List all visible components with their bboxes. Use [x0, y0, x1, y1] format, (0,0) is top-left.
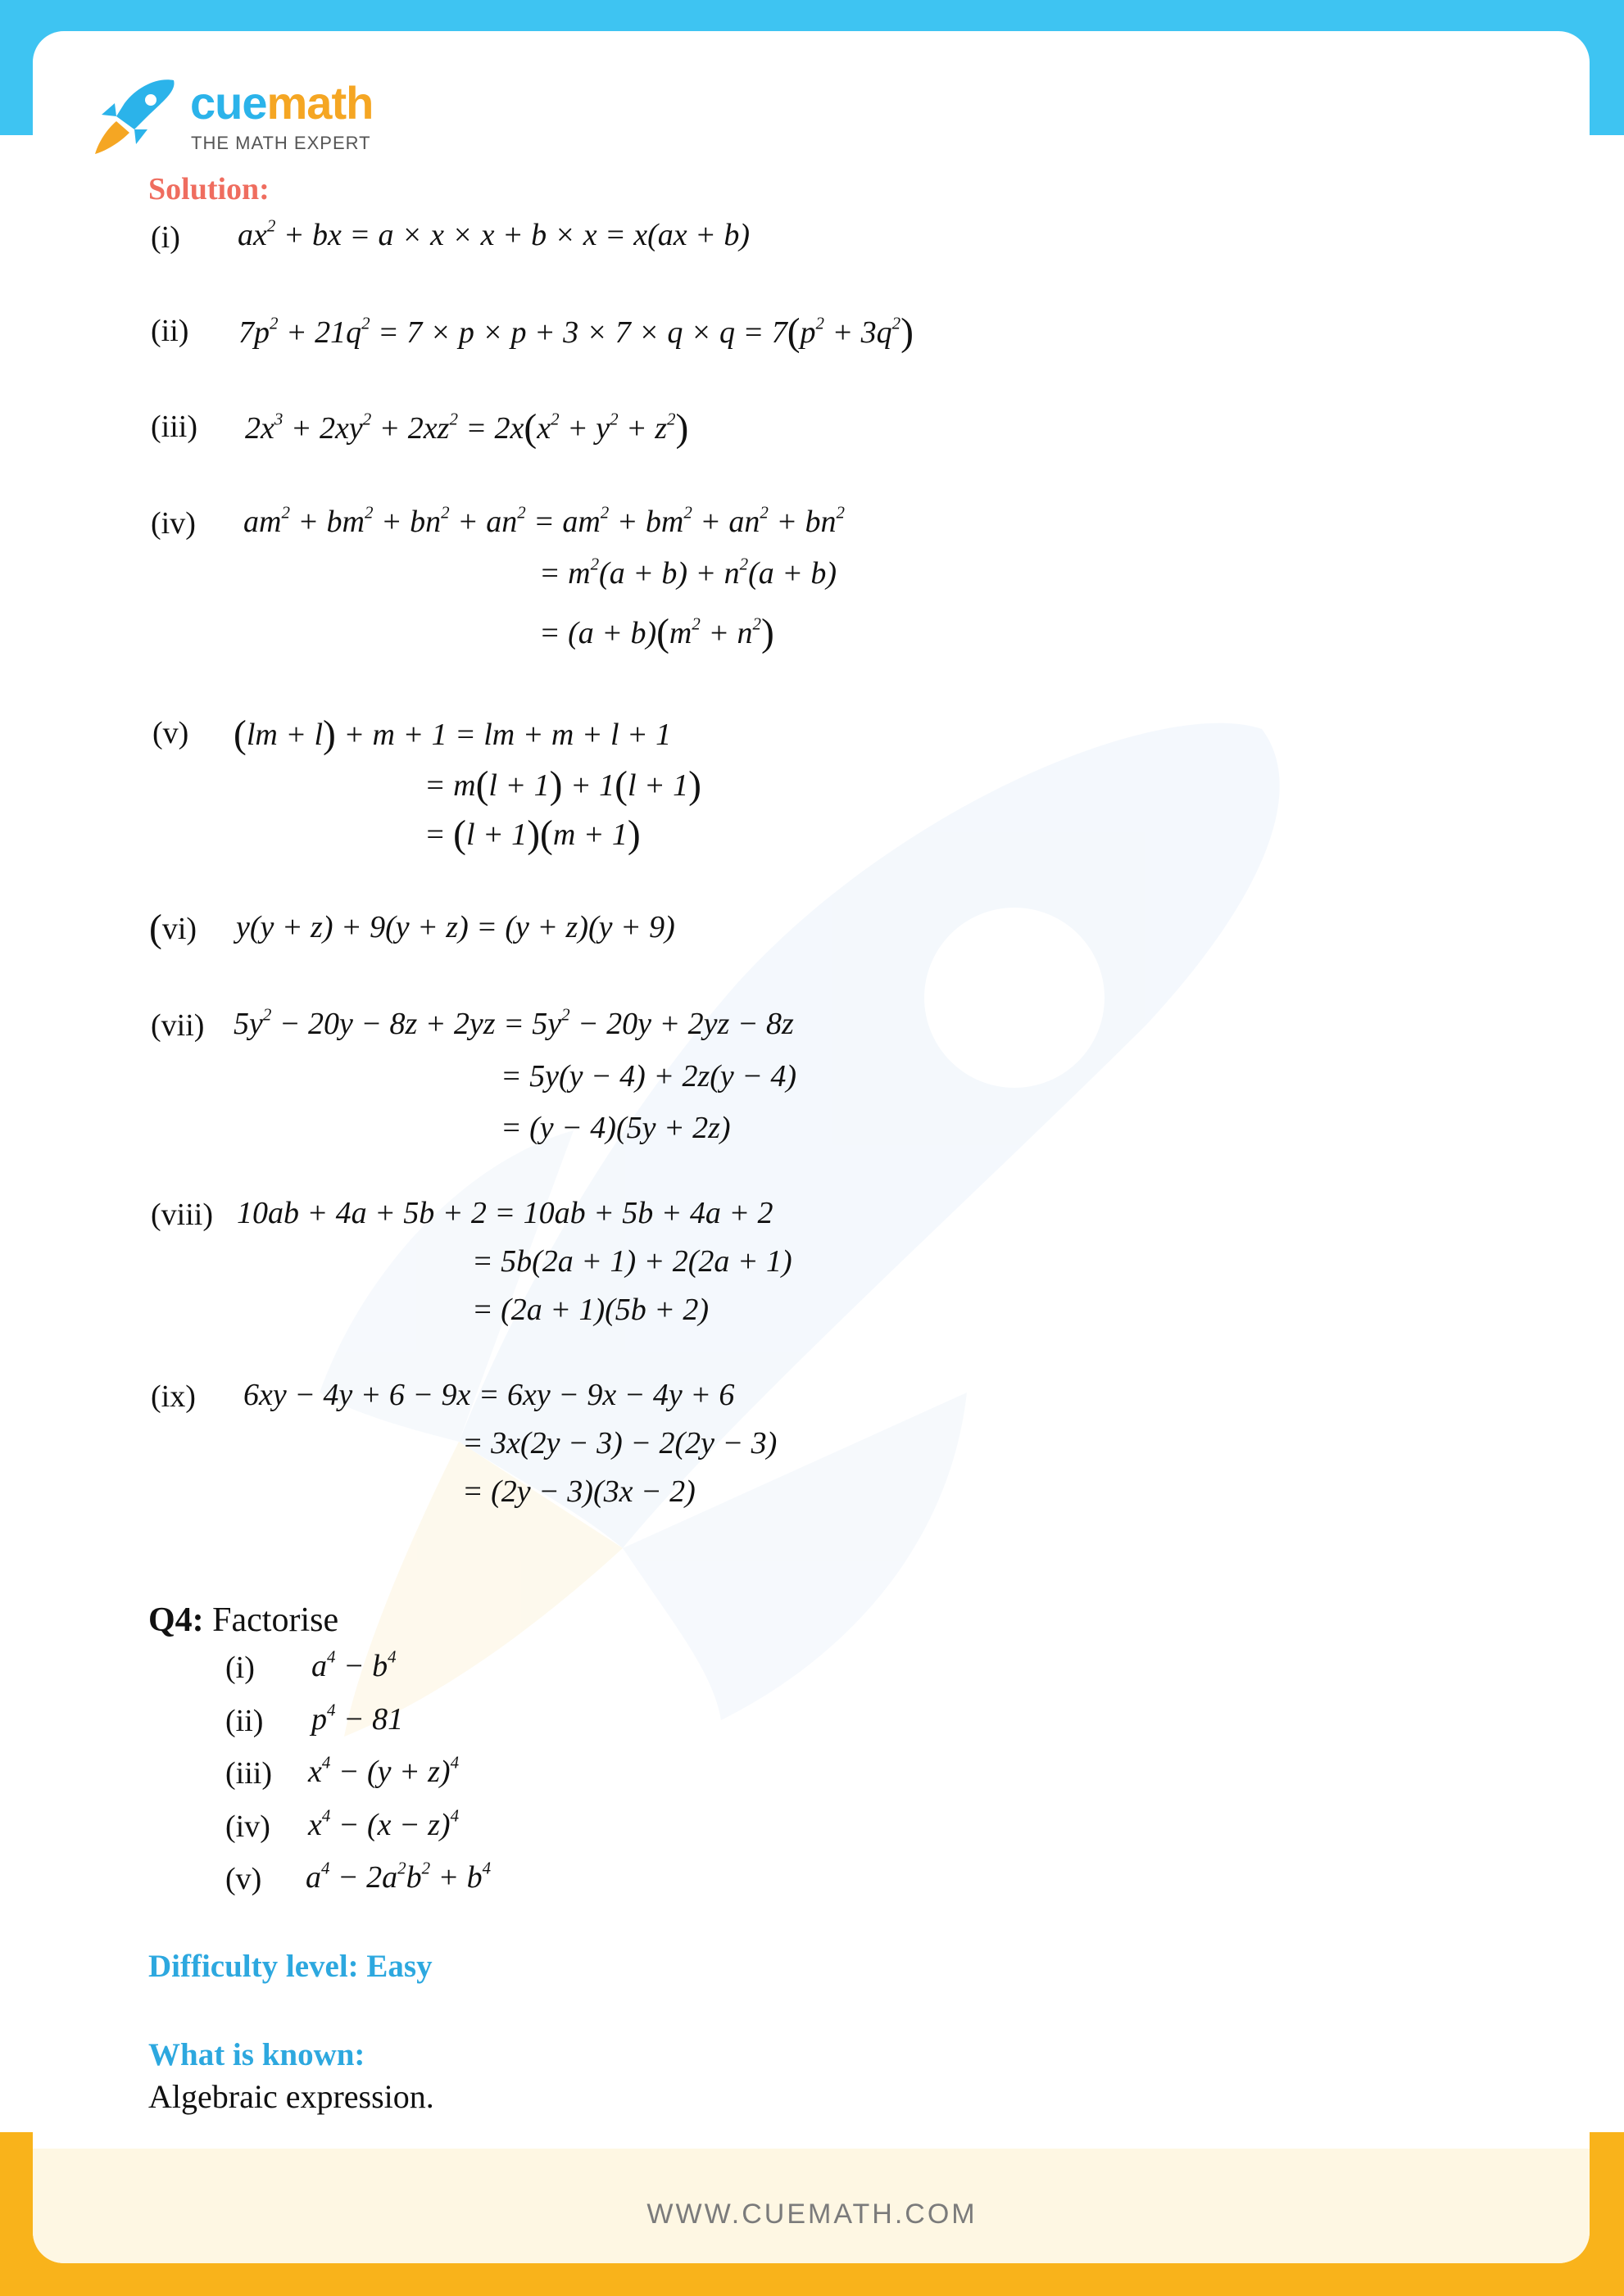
- solution-iv-line-1: $am^2 + bm^2 + bn^2 + an^2 = am^2 + bm^2 + an^2 + bn^2$: [243, 502, 845, 539]
- q4-item-iii-expression: $x^4 - (y + z)^4$: [308, 1752, 460, 1789]
- solution-vi-label: (vi): [149, 908, 197, 950]
- solution-iv-label: (iv): [151, 506, 196, 541]
- solution-iii-label: (iii): [151, 410, 197, 444]
- solution-ix-line-2: = 3x(2y − 3) − 2(2y − 3): [462, 1426, 778, 1460]
- solution-v-label: (v): [152, 716, 189, 750]
- solution-heading: Solution:: [148, 172, 270, 206]
- q4-item-ii-label: (ii): [225, 1704, 264, 1738]
- q4-item-iv-expression: $x^4 - (x - z)^4$: [308, 1805, 460, 1842]
- solution-v-line-2: = m(l + 1) + 1(l + 1): [424, 764, 701, 807]
- difficulty-level: Difficulty level: Easy: [148, 1949, 433, 1984]
- solution-vii-line-2: = 5y(y − 4) + 2z(y − 4): [501, 1059, 797, 1094]
- solution-ii-equation: $7p^2 + 21q^2 = 7 \times p \times p + 3 \times 7 \times q \times q = 7(p^2 + 3q^2)$: [238, 311, 914, 354]
- q4-item-i-label: (i): [225, 1651, 255, 1685]
- solution-ix-line-3: = (2y − 3)(3x − 2): [462, 1474, 696, 1509]
- solution-iv-line-3: = $(a + b)(m^2 + n^2)$: [539, 612, 774, 654]
- q4-item-iii-label: (iii): [225, 1756, 272, 1791]
- q4-item-i-expression: $a^4 - b^4$: [311, 1646, 397, 1683]
- solution-viii-label: (viii): [151, 1198, 213, 1232]
- solution-viii-line-1: 10ab + 4a + 5b + 2 = 10ab + 5b + 4a + 2: [237, 1196, 773, 1230]
- q4-item-v-expression: $a^4 - 2a^2b^2 + b^4$: [306, 1858, 492, 1895]
- q4-item-ii-expression: $p^4 - 81$: [311, 1700, 404, 1737]
- solution-i-label: (i): [151, 220, 180, 255]
- brand-tagline: THE MATH EXPERT: [191, 133, 371, 153]
- footer-url: WWW.CUEMATH.COM: [646, 2199, 978, 2230]
- q4-item-v-label: (v): [225, 1862, 262, 1896]
- solution-ix-label: (ix): [151, 1379, 196, 1414]
- solution-vii-line-3: = (y − 4)(5y + 2z): [501, 1111, 731, 1145]
- brand-name: cuemath: [190, 77, 374, 129]
- q4-heading: Q4: Factorise: [148, 1601, 339, 1639]
- solution-iv-line-2: = $m^2(a + b) + n^2(a + b)$: [539, 554, 837, 591]
- solution-ii-label: (ii): [151, 314, 189, 348]
- solution-viii-line-3: = (2a + 1)(5b + 2): [472, 1293, 710, 1327]
- solution-vii-line-1: $5y^2 - 20y - 8z + 2yz = 5y^2 - 20y + 2yz - 8z$: [234, 1004, 794, 1041]
- solution-v-line-3: = (l + 1)(m + 1): [424, 813, 641, 856]
- solution-iii-equation: $2x^3 + 2xy^2 + 2xz^2 = 2x(x^2 + y^2 + z^2)$: [245, 407, 689, 450]
- q4-item-iv-label: (iv): [225, 1809, 270, 1844]
- solution-ix-line-1: 6xy − 4y + 6 − 9x = 6xy − 9x − 4y + 6: [243, 1378, 735, 1412]
- solution-v-line-1: (lm + l) + m + 1 = lm + m + l + 1: [234, 713, 672, 756]
- solution-i-equation: $ax^2$ + bx = a × x × x + b × x = x(ax + b): [238, 215, 750, 252]
- what-is-known-heading: What is known:: [148, 2037, 365, 2072]
- cuemath-rocket-logo-icon: [92, 75, 182, 157]
- what-is-known-text: Algebraic expression.: [148, 2078, 434, 2115]
- solution-viii-line-2: = 5b(2a + 1) + 2(2a + 1): [472, 1244, 792, 1279]
- solution-vii-label: (vii): [151, 1008, 205, 1043]
- solution-vi-equation: y(y + z) + 9(y + z) = (y + z)(y + 9): [236, 910, 675, 944]
